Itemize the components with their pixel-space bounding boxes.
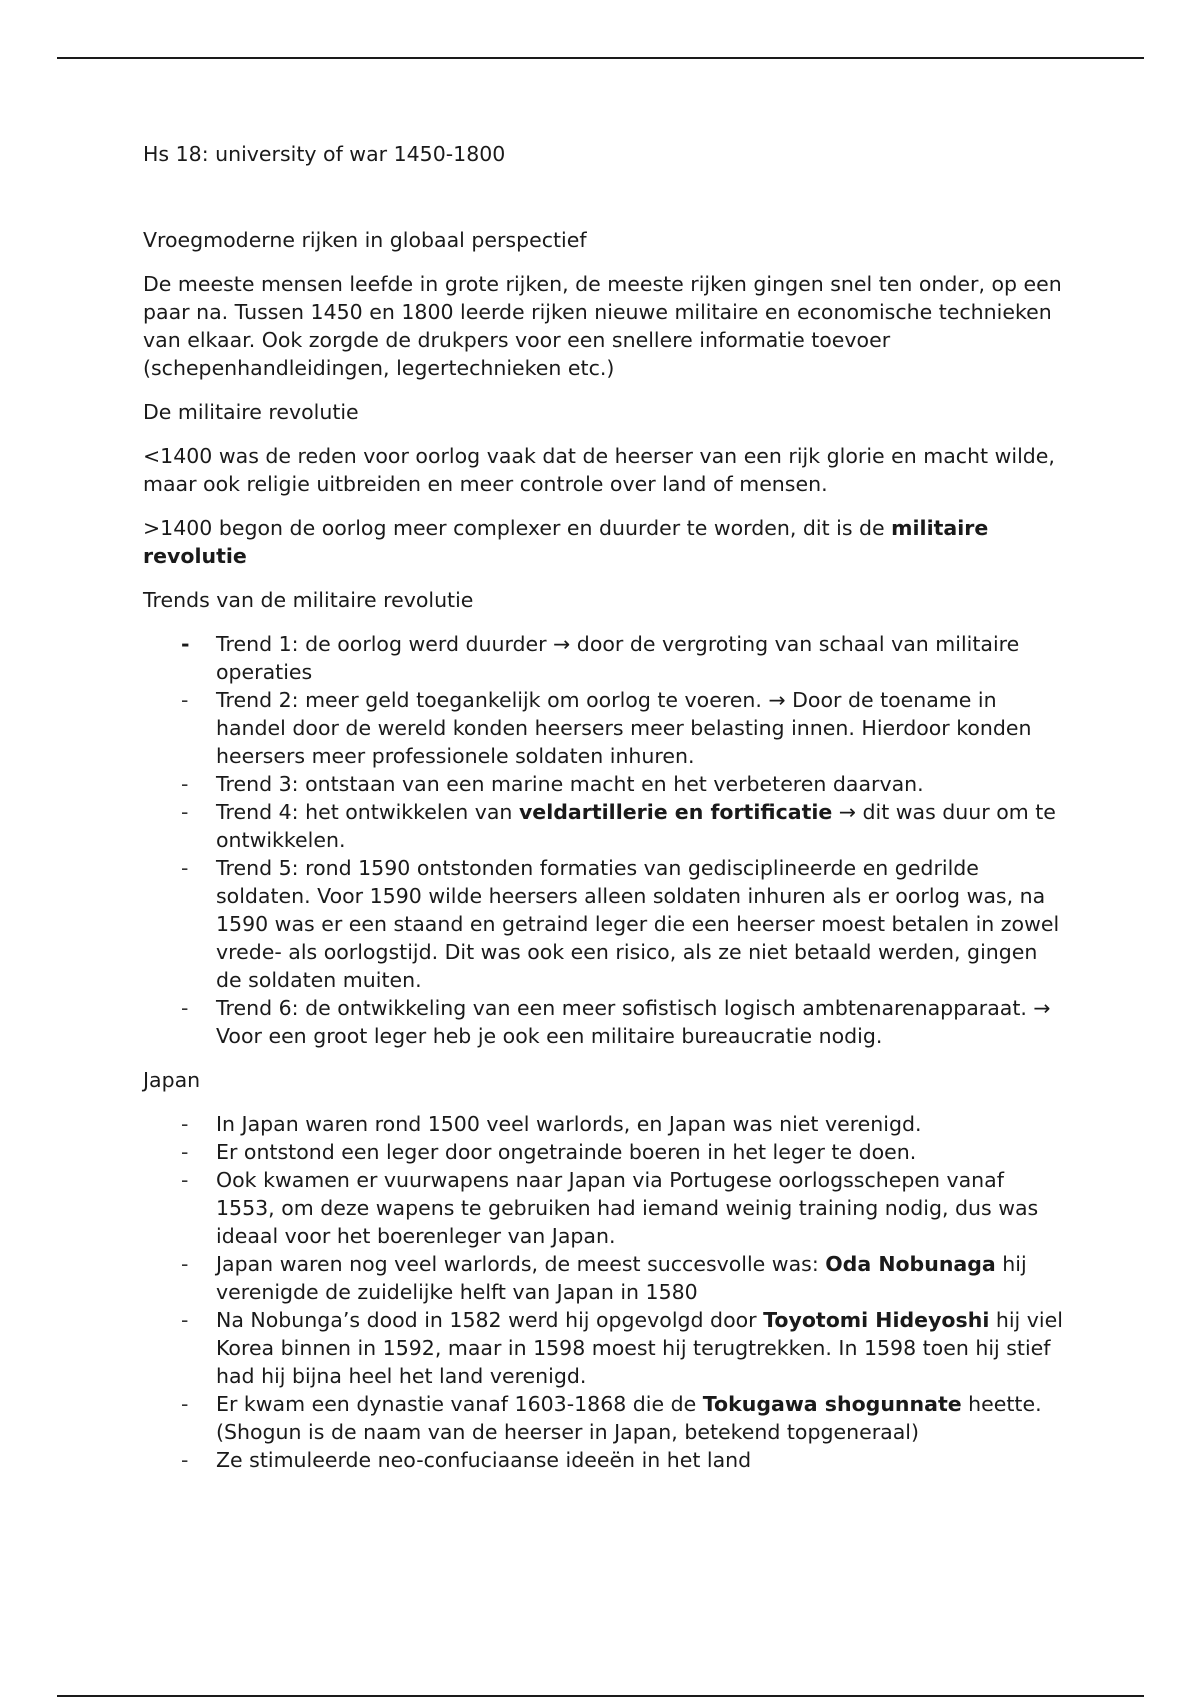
list-item: - Er ontstond een leger door ongetrainde boeren in het leger te doen. (216, 1138, 1063, 1166)
term-military-revolution: militaire revolutie (143, 516, 989, 568)
section-heading-trends: Trends van de militaire revolutie (143, 588, 474, 612)
page-title: Hs 18: university of war 1450-1800 (143, 142, 506, 166)
japan-list (143, 1110, 1063, 1474)
section-heading-empires: Vroegmoderne rijken in globaal perspectief (143, 228, 587, 252)
list-item: - Trend 6: de ontwikkeling van een meer sofistisch logisch ambtenarenapparaat. → Voor een groot leger heb je ook een militaire bureaucratie nodig. (216, 994, 1063, 1050)
list-item: - Trend 4: het ontwikkelen van veldartillerie en fortificatie → dit was duur om te ontwikkelen. (216, 798, 1063, 854)
trends-list (143, 630, 1063, 1050)
list-item: - Ze stimuleerde neo-confuciaanse ideeën in het land (216, 1446, 1063, 1474)
list-item: - Trend 2: meer geld toegankelijk om oorlog te voeren. → Door de toename in handel door de wereld konden heersers meer belasting innen. Hierdoor konden heersers meer professionele soldaten inhuren. (216, 686, 1063, 770)
paragraph-empires: De meeste mensen leefde in grote rijken, de meeste rijken gingen snel ten onder, op een paar na. Tussen 1450 en 1800 leerde rijken nieuwe militaire en economische technieken van elkaar. Ook zorgde de drukpers voor een snellere informatie toevoer (schepenhandleidingen, legertechnieken etc.) (143, 272, 1062, 380)
footer-rule (57, 1695, 1144, 1697)
section-heading-japan: Japan (143, 1068, 201, 1092)
document-body (143, 140, 1063, 1490)
header-rule (57, 57, 1144, 59)
list-item: - Trend 3: ontstaan van een marine macht en het verbeteren daarvan. (216, 770, 1063, 798)
list-item: - Trend 1: de oorlog werd duurder → door de vergroting van schaal van militaire operaties (216, 630, 1063, 686)
list-item: - Japan waren nog veel warlords, de meest succesvolle was: Oda Nobunaga hij verenigde de zuidelijke helft van Japan in 1580 (216, 1250, 1063, 1306)
list-item: - In Japan waren rond 1500 veel warlords, en Japan was niet verenigd. (216, 1110, 1063, 1138)
list-item: - Trend 5: rond 1590 ontstonden formaties van gedisciplineerde en gedrilde soldaten. Voor 1590 wilde heersers alleen soldaten inhuren als er oorlog was, na 1590 was er een staand en getraind leger die een heerser moest betalen in zowel vrede- als oorlogstijd. Dit was ook een risico, als ze niet betaald werden, gingen de soldaten muiten. (216, 854, 1063, 994)
list-item: - Ook kwamen er vuurwapens naar Japan via Portugese oorlogsschepen vanaf 1553, om deze wapens te gebruiken had iemand weinig training nodig, dus was ideaal voor het boerenleger van Japan. (216, 1166, 1063, 1250)
list-item: - Er kwam een dynastie vanaf 1603-1868 die de Tokugawa shogunnate heette. (Shogun is de naam van de heerser in Japan, betekend topgeneraal) (216, 1390, 1063, 1446)
section-heading-military-revolution: De militaire revolutie (143, 400, 359, 424)
paragraph-before-1400: <1400 was de reden voor oorlog vaak dat de heerser van een rijk glorie en macht wilde, maar ook religie uitbreiden en meer controle over land of mensen. (143, 444, 1055, 496)
paragraph-after-1400: >1400 begon de oorlog meer complexer en duurder te worden, dit is de militaire revolutie (143, 516, 989, 568)
list-item: - Na Nobunga’s dood in 1582 werd hij opgevolgd door Toyotomi Hideyoshi hij viel Korea binnen in 1592, maar in 1598 moest hij terugtrekken. In 1598 toen hij stief had hij bijna heel het land verenigd. (216, 1306, 1063, 1390)
